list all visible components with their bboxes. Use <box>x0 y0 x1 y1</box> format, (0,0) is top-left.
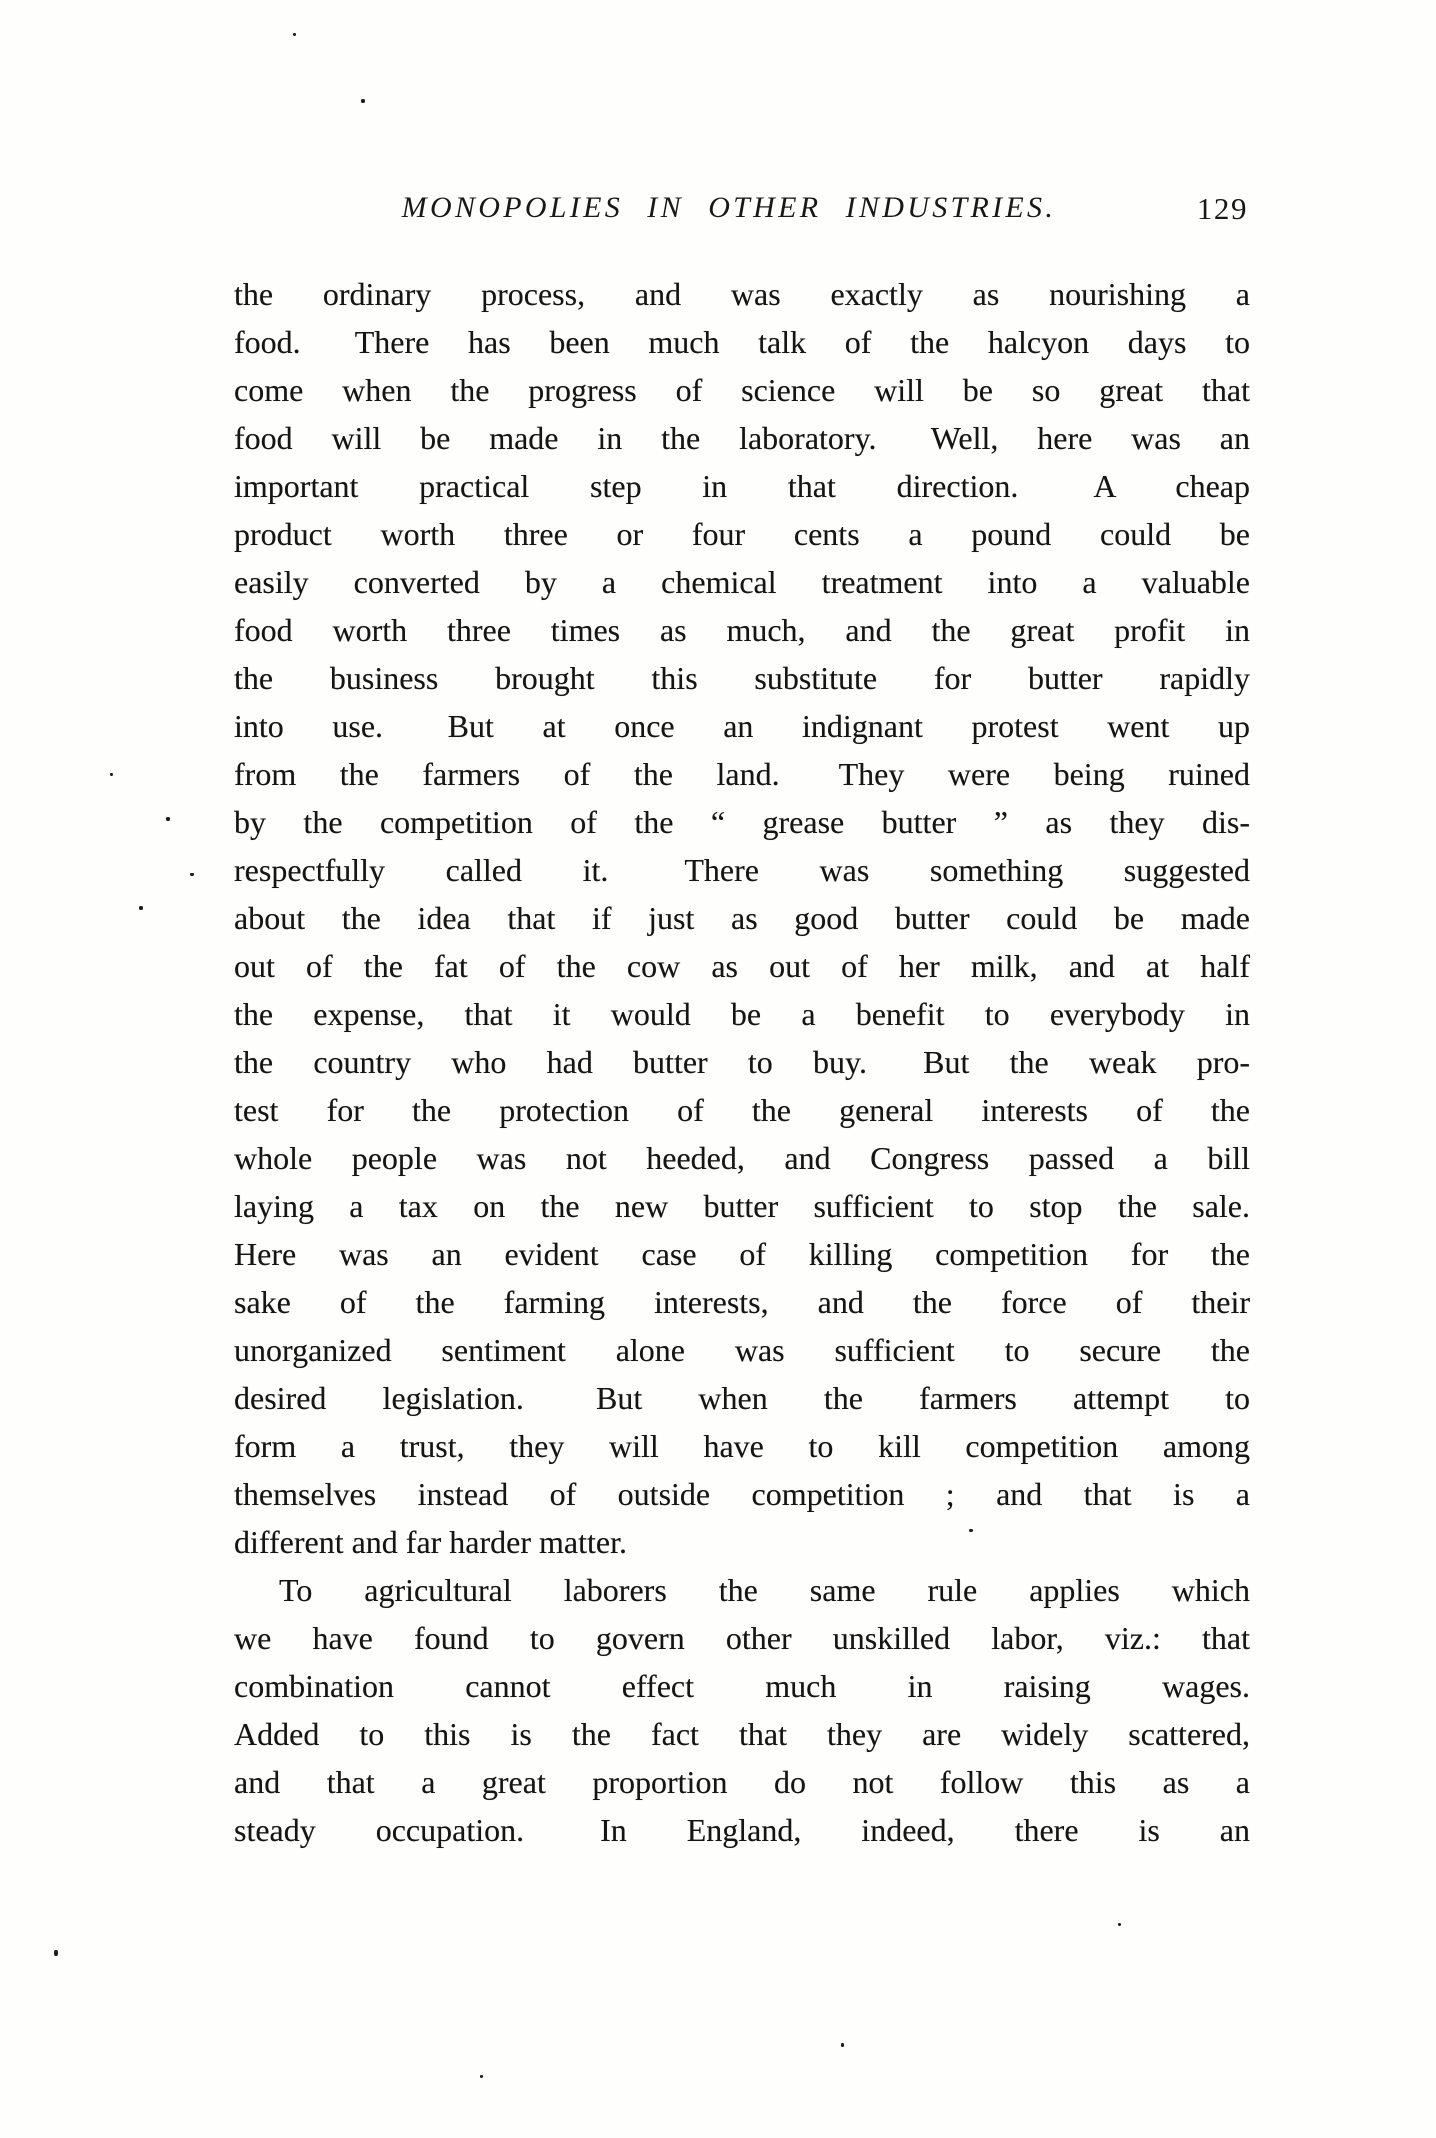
text-line: the ordinary process, and was exactly as nourishing a <box>234 276 1250 312</box>
scan-speck <box>166 817 170 821</box>
scan-speck <box>480 2075 483 2078</box>
text-line: respectfully called it. There was something suggested <box>234 852 1250 888</box>
text-line: out of the fat of the cow as out of her milk, and at half <box>234 948 1250 984</box>
scan-speck <box>841 2043 844 2047</box>
text-line: food. There has been much talk of the halcyon days to <box>234 324 1250 360</box>
text-line: laying a tax on the new butter sufficient to stop the sale. <box>234 1188 1250 1224</box>
scan-speck <box>1118 1923 1121 1926</box>
text-line: themselves instead of outside competition ; and that is a <box>234 1476 1250 1512</box>
text-line: Added to this is the fact that they are widely scattered, <box>234 1716 1250 1752</box>
scan-speck <box>361 99 365 103</box>
text-line: into use. But at once an indignant protest went up <box>234 708 1250 744</box>
text-line: we have found to govern other unskilled labor, viz.: that <box>234 1620 1250 1656</box>
paragraph <box>234 1566 1250 1854</box>
text-line: by the competition of the “ grease butter ” as they dis- <box>234 804 1250 840</box>
text-line: the country who had butter to buy. But the weak pro- <box>234 1044 1250 1080</box>
text-line: easily converted by a chemical treatment into a valuable <box>234 564 1250 600</box>
text-line: form a trust, they will have to kill competition among <box>234 1428 1250 1464</box>
text-line: desired legislation. But when the farmers attempt to <box>234 1380 1250 1416</box>
text-line: whole people was not heeded, and Congress passed a bill <box>234 1140 1250 1176</box>
scan-speck <box>190 873 194 876</box>
text-line: the business brought this substitute for butter rapidly <box>234 660 1250 696</box>
text-line: come when the progress of science will be so great that <box>234 372 1250 408</box>
text-line: and that a great proportion do not follow this as a <box>234 1764 1250 1800</box>
scan-speck <box>293 33 296 36</box>
text-line: about the idea that if just as good butter could be made <box>234 900 1250 936</box>
scan-speck <box>969 1529 973 1532</box>
running-header <box>234 191 1250 235</box>
text-line: unorganized sentiment alone was sufficient to secure the <box>234 1332 1250 1368</box>
scan-speck <box>110 773 113 776</box>
scan-speck <box>139 906 143 910</box>
text-line: To agricultural laborers the same rule applies which <box>279 1572 1250 1608</box>
text-line: the expense, that it would be a benefit to everybody in <box>234 996 1250 1032</box>
text-line: important practical step in that direction. A cheap <box>234 468 1250 504</box>
text-line: food will be made in the laboratory. Well, here was an <box>234 420 1250 456</box>
page-number: 129 <box>1196 191 1248 226</box>
text-line: product worth three or four cents a pound could be <box>234 516 1250 552</box>
text-line: steady occupation. In England, indeed, there is an <box>234 1812 1250 1848</box>
text-line: from the farmers of the land. They were being ruined <box>234 756 1250 792</box>
body-text <box>234 270 1250 1854</box>
text-line: combination cannot effect much in raising wages. <box>234 1668 1250 1704</box>
text-line: Here was an evident case of killing competition for the <box>234 1236 1250 1272</box>
chapter-title: MONOPOLIES IN OTHER INDUSTRIES. <box>401 191 1057 224</box>
text-line: food worth three times as much, and the great profit in <box>234 612 1250 648</box>
scan-speck <box>54 1950 58 1956</box>
text-line: sake of the farming interests, and the force of their <box>234 1284 1250 1320</box>
text-line: different and far harder matter. <box>234 1524 627 1560</box>
text-line: test for the protection of the general interests of the <box>234 1092 1250 1128</box>
paragraph <box>234 270 1250 1566</box>
